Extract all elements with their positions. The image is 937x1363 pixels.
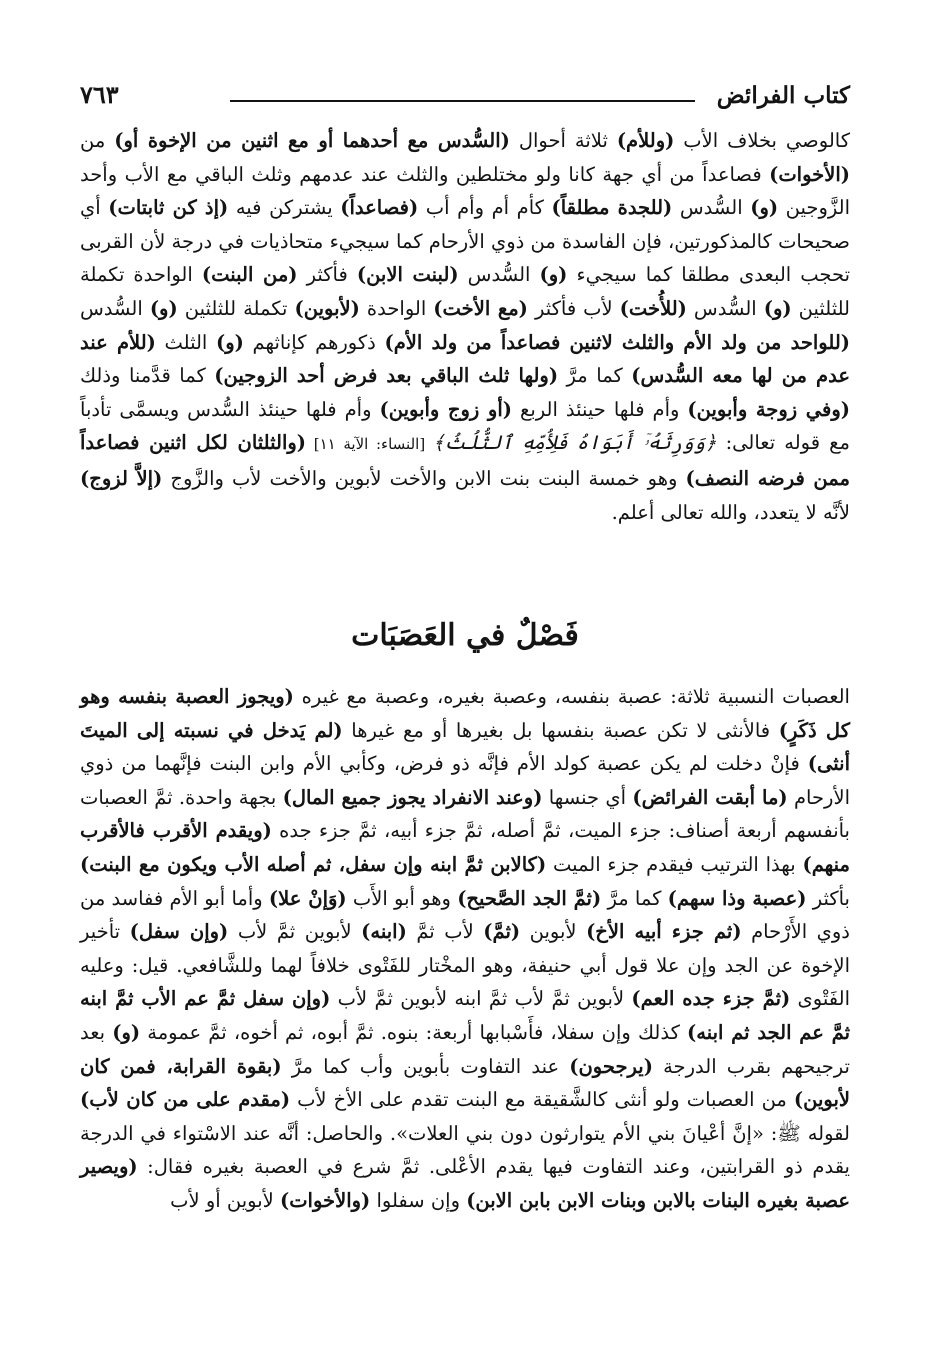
quran-verse: ﴿وَوَرِثَهُۥٓ أَبَوَاهُ فَلِأُمِّهِ ٱلثُّلُثُ﴾: [432, 431, 717, 455]
commentary-text: لأنَّه لا يتعدد، والله تعالى أعلم.: [611, 500, 850, 524]
commentary-text: لأب ثمَّ: [406, 920, 484, 944]
commentary-text: الثلث: [155, 330, 216, 354]
commentary-text: وأم فلها حينئذ الربع: [511, 397, 688, 421]
commentary-text: عند التفاوت بأبوين وأب كما مرَّ: [281, 1054, 570, 1078]
bold-matn-text: (وَإنْ علا): [268, 886, 347, 910]
bold-matn-text: (ثمَّ الجد الصَّحيح): [457, 886, 602, 910]
bold-matn-text: (أو زوج وأبوين): [379, 397, 512, 421]
bold-matn-text: (للجدة مطلقاً): [551, 196, 673, 220]
bold-matn-text: (لبنت الابن): [356, 263, 459, 287]
bold-matn-text: (بقوة القرابة، فمن كان لأبوين): [80, 1054, 850, 1112]
bold-matn-text: (وفي زوجة وأبوين): [687, 397, 850, 421]
commentary-text: كما مرَّ: [601, 886, 668, 910]
commentary-text: الواحدة تكملة للثلثين: [80, 263, 850, 320]
bold-matn-text: (و): [763, 296, 792, 320]
bold-matn-text: (الأخوات): [769, 162, 850, 186]
commentary-text: لأبوين ثمَّ لأب: [228, 920, 362, 944]
bold-matn-text: (من البنت): [201, 263, 298, 287]
bold-matn-text: (مع الأخت): [433, 296, 528, 320]
chapter-title: كتاب الفرائض: [716, 82, 850, 109]
commentary-text: لأبوين ثمَّ لأب ثمَّ ابنه لأبوين ثمَّ لأب: [330, 987, 632, 1011]
commentary-text: يشتركن فيه: [228, 196, 341, 220]
commentary-text: من: [80, 129, 115, 152]
commentary-text: تكملة للثلثين: [177, 296, 295, 320]
bold-matn-text: (وإن سفل ثمَّ عم الأب ثمَّ ابنه ثمَّ عم الجد ثم ابنه): [80, 987, 850, 1044]
commentary-text: العصبات النسبية ثلاثة: عصبة بنفسه، وعصبة بغيره، وعصبة مع غيره: [293, 685, 850, 708]
bold-matn-text: (و): [149, 296, 178, 320]
bold-matn-text: (و): [750, 196, 779, 220]
page-number: ٧٦٣: [80, 80, 119, 109]
commentary-text: وأم فلها حينئذ السُّدس ويسمَّى تأدباً مع قوله تعالى:: [80, 397, 850, 455]
commentary-text: لقوله ﷺ: «إنَّ أعْيانَ بني الأم يتوارثون دون بني العلات». والحاصل: أنَّه عند الاسْتواء في الدرجة يقدم ذو القرابتين، وعند التفاوت فيها يقدم الأعْلى. ثمَّ شرع في العصبة بغيره فقال:: [80, 1121, 850, 1179]
bold-matn-text: (و): [539, 263, 568, 287]
bold-matn-text: (يرجحون): [569, 1054, 653, 1078]
commentary-text: أي جنسها: [542, 785, 633, 809]
bold-matn-text: (ويجوز العصبة بنفسه وهو كل ذَكَرٍ): [80, 685, 850, 742]
commentary-text: كذلك وإن سفلا، فأَسْبابها أربعة: بنوه. ثمَّ أبوه، ثم أخوه، ثمَّ عمومة: [140, 1020, 688, 1044]
bold-matn-text: (والأخوات): [279, 1188, 371, 1212]
commentary-text: الواحدة: [359, 296, 434, 320]
bold-matn-text: (و): [112, 1020, 141, 1044]
bold-matn-text: (ما أبقت الفرائض): [632, 785, 788, 809]
verse-citation: [النساء: الآية ١١]: [306, 435, 433, 454]
commentary-text: السُّدس: [686, 296, 764, 320]
commentary-text: فالأنثى لا تكن عصبة بنفسها بل بغيرها أو مع غيرها: [342, 718, 779, 742]
bold-matn-text: (وللأم): [616, 129, 675, 152]
commentary-text: وهو خمسة البنت بنت الابن والأخت لأبوين والأخت لأب والزَّوج: [162, 466, 686, 490]
commentary-text: وإن سفلوا: [370, 1188, 467, 1212]
bold-matn-text: (السُّدس مع أحدهما أو مع اثنين من الإخوة أو): [114, 129, 510, 152]
bold-matn-text: (و): [215, 330, 244, 354]
commentary-text: فإنْ دخلت لم يكن عصبة كولد الأم فإنَّه ذو فرض، وكأبي الأم وابن البنت فإنَّهما من ذوي الأرحام: [80, 752, 850, 809]
commentary-text: كما مرَّ: [558, 364, 632, 388]
commentary-text: فأكثر: [297, 263, 357, 287]
commentary-text: كالوصي بخلاف الأب: [674, 129, 850, 152]
bold-matn-text: (وعند الانفراد يجوز جميع المال): [282, 785, 543, 809]
commentary-text: فصاعداً من أي جهة كانا ولو مختلطين والثلث عند عدمهم وثلث الباقي مع الأب وأحد الزَّوجين: [80, 162, 850, 220]
bold-matn-text: (ثمَّ): [483, 920, 521, 944]
bold-matn-text: (إلاَّ لزوج): [80, 466, 163, 490]
commentary-text: أي صحيحات كالمذكورتين، فإن الفاسدة من ذوي الأرحام كما سيجيء متحاذيات في درجة لأن القربى تحجب البعدى مطلقا كما سيجيء: [80, 196, 850, 287]
bold-matn-text: (ثمَّ جزء جده العم): [631, 987, 791, 1011]
commentary-text: لأبوين: [520, 920, 587, 944]
bold-matn-text: (مقدم على من كان لأب): [80, 1088, 291, 1112]
commentary-text: بجهة واحدة. ثمَّ العصبات بأنفسهم أربعة أصناف: جزء الميت، ثمَّ أصله، ثمَّ جزء أبيه، ثمَّ جزء جده: [80, 785, 850, 843]
commentary-text: بهذا الترتيب فيقدم جزء الميت: [546, 852, 803, 876]
bold-matn-text: (وإن سفل): [129, 920, 229, 944]
commentary-text: ثلاثة أحوال: [509, 129, 617, 152]
commentary-text: بعد ترجيحهم بقرب الدرجة: [80, 1020, 850, 1078]
commentary-text: لأب فأكثر: [527, 296, 620, 320]
commentary-text: من العصبات ولو أنثى كالشَّقيقة مع البنت تقدم على الأخ لأب: [290, 1088, 794, 1112]
commentary-text: السُّدس: [458, 263, 540, 287]
bold-matn-text: (إذ كن ثابتات): [108, 196, 229, 220]
bold-matn-text: (لأبوين): [294, 296, 360, 320]
commentary-text: كما قدَّمنا وذلك: [80, 364, 215, 388]
commentary-text: بأكثر: [806, 886, 850, 910]
bold-matn-text: (ويقدم الأقرب فالأقرب منهم): [80, 819, 850, 876]
section-heading: فَصْلٌ في العَصَبَات: [351, 618, 579, 653]
bold-matn-text: (فصاعداً): [340, 196, 419, 220]
commentary-text: وهو أبو الأَب: [346, 886, 458, 910]
paragraph-agnates: [80, 680, 850, 1330]
commentary-text: لأبوين أو لأب: [170, 1188, 280, 1212]
commentary-text: السُّدس: [672, 196, 751, 220]
bold-matn-text: (ثم جزء أبيه الأخ): [586, 920, 742, 944]
bold-matn-text: (عصبة وذا سهم): [667, 886, 807, 910]
running-header: [80, 78, 850, 114]
bold-matn-text: (للأم عند عدم من لها معه السُّدس): [80, 330, 851, 388]
bold-matn-text: (كالابن ثمَّ ابنه وإن سفل، ثم أصله الأب ويكون مع البنت): [80, 852, 547, 876]
commentary-text: تأخير الإخوة عن الجد وإن علا قول أبي حنيفة، وهو المخْتار للفَتْوى خلافاً لهما وللشَّافعي. قيل: وعليه الفَتْوى: [80, 920, 850, 1011]
bold-matn-text: (ولها ثلث الباقي بعد فرض أحد الزوجين): [214, 364, 559, 388]
bold-matn-text: (ابنه): [361, 920, 407, 944]
bold-matn-text: (للأُخت): [619, 296, 687, 320]
bold-matn-text: (ويصير عصبة بغيره البنات بالابن وبنات الابن بابن الابن): [80, 1155, 850, 1212]
commentary-text: وأما أبو الأم ففاسد من ذوي الأَرْحام: [80, 886, 850, 944]
bold-matn-text: (والثلثان لكل اثنين فصاعداً ممن فرضه النصف): [80, 431, 850, 490]
commentary-text: ذكورهم كإناثهم: [243, 330, 385, 354]
commentary-text: السُّدس: [80, 296, 150, 320]
bold-matn-text: (لم يَدخل في نسبته إلى الميتَ أنثى): [80, 718, 850, 776]
header-rule: [230, 100, 695, 102]
paragraph-inheritance-shares: [80, 124, 850, 604]
bold-matn-text: (للواحد من ولد الأم والثلث لاثنين فصاعداً من ولد الأم): [384, 330, 850, 354]
commentary-text: كأم أم وأم أب: [418, 196, 552, 220]
